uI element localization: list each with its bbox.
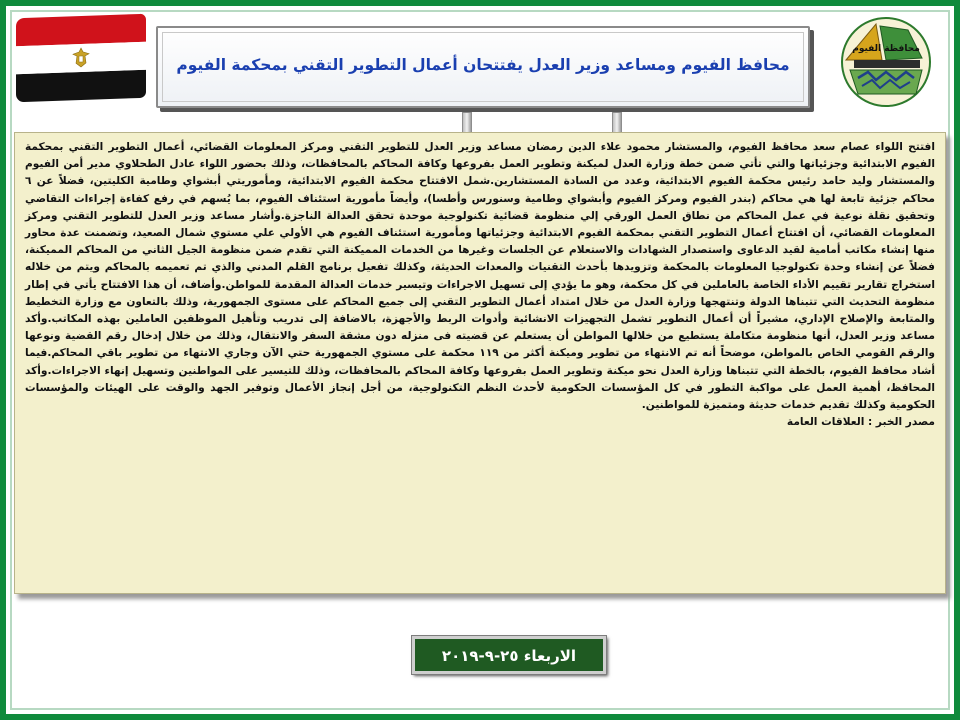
- date-text: الاربعاء ٢٥-٩-٢٠١٩: [441, 647, 577, 665]
- article-body: [25, 139, 935, 431]
- article-paragraph: افتتح اللواء عصام سعد محافظ الفيوم، والمستشار محمود علاء الدين رمضان مساعد وزير العدل للتطوير التقني ومركز المعلومات القضائي، أعمال التطوير التقني بمحكمة الفيوم الابتدائية وجزئياتها والتي تأتي ضمن خطة وزارة العدل لميكنة وتطوير العمل بفروعها وكافة المحاكم بالمحافظات، وذلك بحضور اللواء عادل الطحلاوي مدير أمن الفيوم والمستشار وليد حامد رئيس محكمة الفيوم الابتدائية، وعدد من السادة المستشارين.شمل الافتتاح محكمة الفيوم الابتدائية، ومأموريتي أبشواي وطامية الكليتين، فضلاً عن ٦ محاكم جزئية تابعة لها هي محاكم (بندر الفيوم ومركز الفيوم وأبشواي وطامية وسنورس وأطسا)، وأيضاً مأمورية استئناف الفيوم، بما يُسهم في رفع كفاءة إجراءات التقاضي وتحقيق نقلة نوعية في عمل المحاكم من نطاق العمل الورقي إلي منظومة قضائية تكنولوجية موحدة تحقق العدالة الناجزة.وأشار مساعد وزير العدل للتطوير التقني ومركز المعلومات القضائي، أن افتتاح أعمال التطوير التقني بمحكمة الفيوم الابتدائية وجزئياتها ومأمورية استئناف الفيوم هي الأولي علي مستوي شمال الصعيد، وتضمنت عدة محاور منها إنشاء مكاتب أمامية لقيد الدعاوى واستصدار الشهادات والاستعلام عن الجلسات وغيرها من الخدمات المميكنة التي تقدم ضمن منظومة الجيل الثاني من المحاكم المميكنة، فضلاً عن إنشاء وحدة تكنولوجيا المعلومات بالمحكمة وتزويدها بأحدث التقنيات والمعدات الحديثة، وكذلك تفعيل برنامج القلم المدني والذي تم تعميمه بالمحاكم ويتم من خلاله استخراج تقارير تقييم الأداء الخاصة بالعاملين في كل محكمة، وهو ما يؤدي إلى تسهيل الاجراءات وتيسير خدمات العدالة المقدمة للمواطن.وأضاف، أن هذا الافتتاح يأتي في إطار منظومة التحديث التي تتبناها الدولة وتنتهجها وزارة العدل من خلال امتداد أعمال التطوير التقني إلى جميع المحاكم على مستوى الجمهورية، وذلك بالتعاون مع وزارة التخطيط والمتابعة والإصلاح الإداري، مشيراً أن أعمال التطوير تشمل التجهيزات الانشائية وأدوات الربط والأجهزة، بالاضافة إلى تدريب وتأهيل الموظفين العاملين بهذه المكاتب.وأكد مساعد وزير العدل، أنها منظومة متكاملة يستطيع من خلالها المواطن أن يستعلم عن قضيته فى منزله دون مشقة السفر والانتقال، وذلك من خلال إدخال رقم القضية ونوعها والرقم القومي الخاص بالمواطن، موضحاً أنه تم الانتهاء من تطوير وميكنة أكثر من ١١٩ محكمة على مستوي الجمهورية حتي الآن وجاري الانتهاء من تطوير باقي المحاكم.فيما أشاد محافظ الفيوم، بالخطة التي تتبناها وزارة العدل نحو ميكنة وتطوير العمل بفروعها وكافة المحاكم بالمحافظات، وذلك للتيسير على المواطنين وتسهيل إنهاء الاجراءات.وأكد المحافظ، أهمية العمل على مواكبة التطور في كل المؤسسات الحكومية لأحدث النظم التكنولوجية، من أجل إنجاز الأعمال وتوفير الجهد والوقت على الهيئات والمؤسسات الحكومية وكذلك تقديم خدمات حديثة ومتميزة للمواطنين.: [25, 141, 935, 412]
- headline: محافظ الفيوم ومساعد وزير العدل يفتتحان أعمال التطوير التقني بمحكمة الفيوم: [176, 56, 790, 74]
- article-body-box: [14, 132, 946, 594]
- logo-text: محافظة الفيوم: [852, 44, 920, 54]
- egypt-flag-icon: [16, 14, 146, 103]
- date-badge: [412, 636, 606, 674]
- eagle-emblem-icon: [72, 47, 90, 70]
- fayoum-governorate-logo-icon: [836, 14, 936, 110]
- news-source: مصدر الخبر : العلاقات العامة: [786, 416, 935, 429]
- headline-box: [156, 26, 810, 108]
